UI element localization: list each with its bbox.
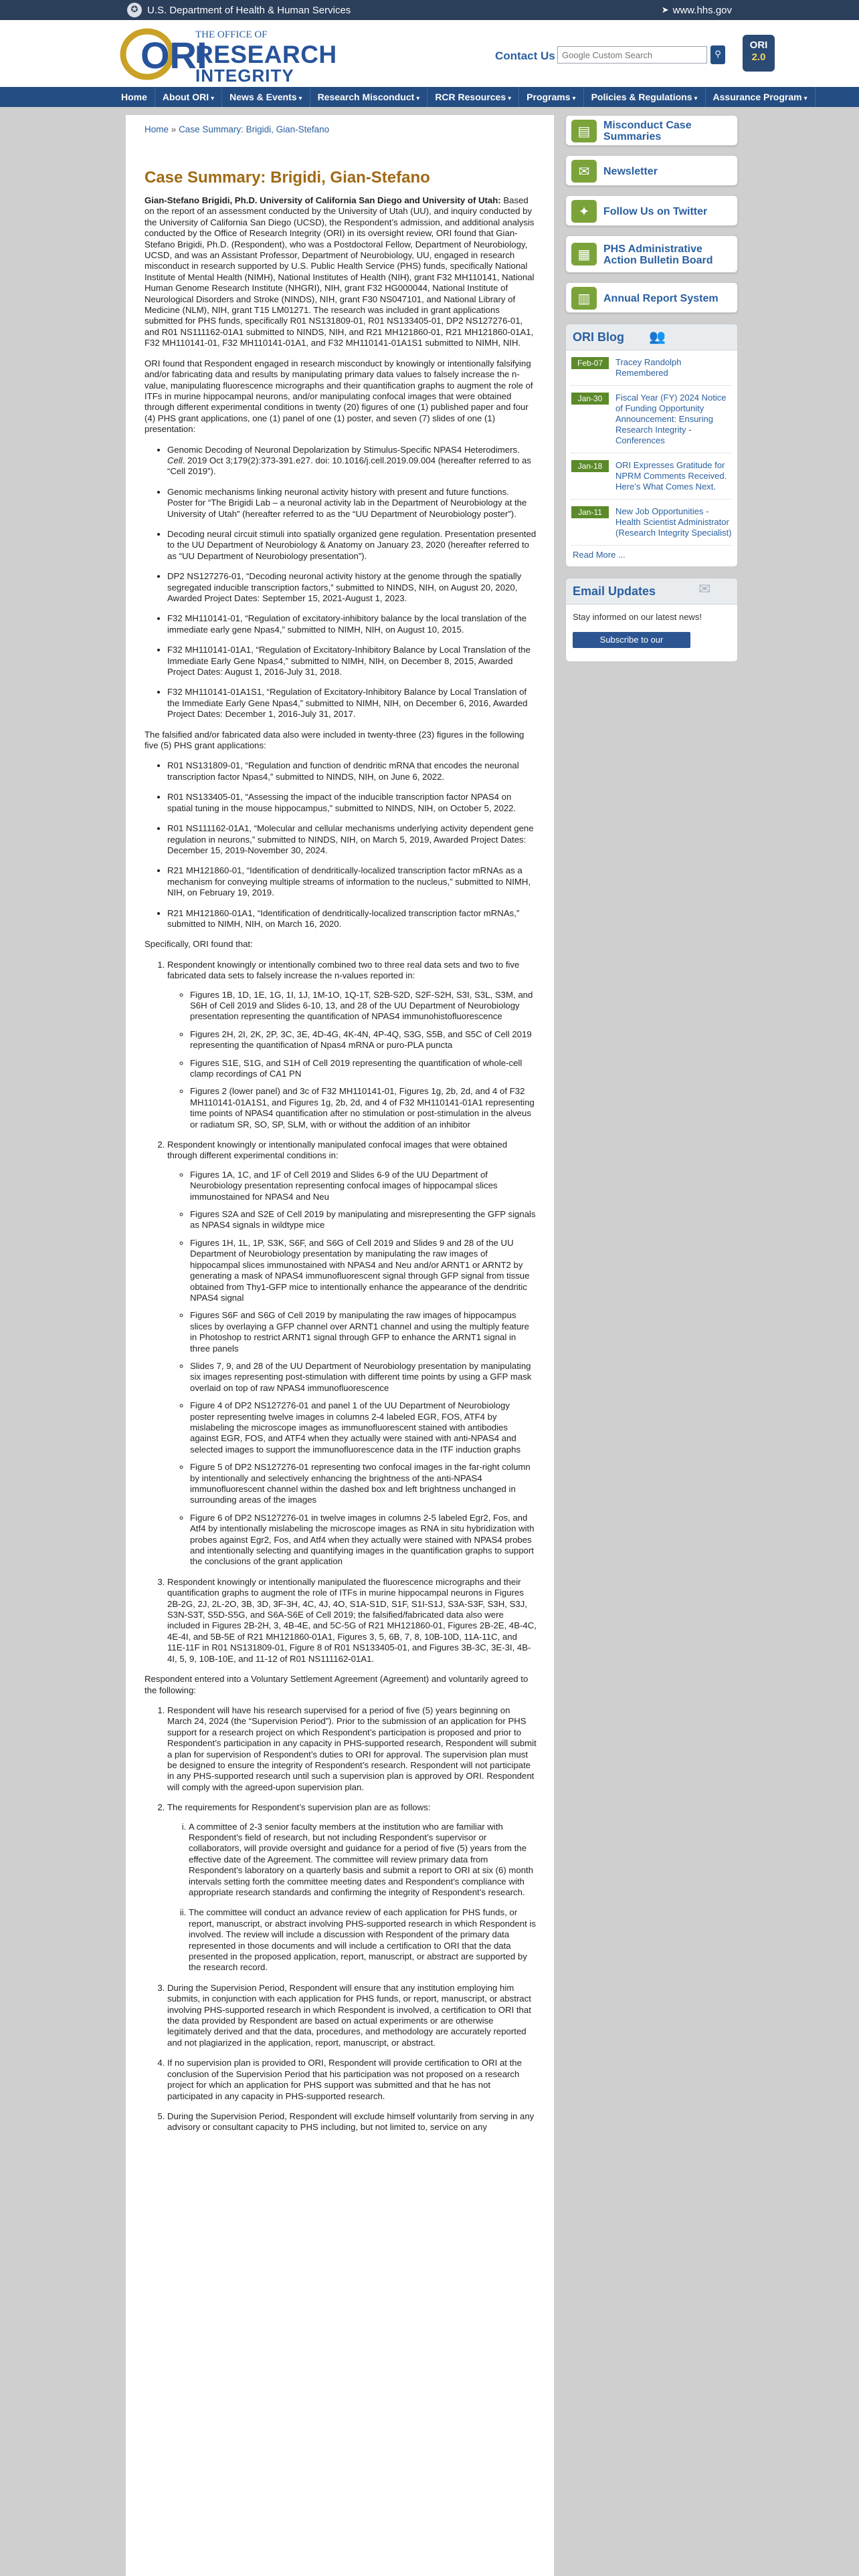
nav-item-label: News & Events [229,92,297,102]
search-input[interactable] [557,46,707,64]
nav-item-programs[interactable] [519,87,583,107]
sidebar-link-follow-us-on-twitter[interactable] [565,195,738,226]
grant-item: • R01 NS131809-01, “Regulation and function of dendritic mRNA that encodes the neuronal transcription factor Npas4,” submitted to NINDS, NIH, on June 6, 2022. [167,760,537,782]
caret-down-icon: ▾ [694,95,698,102]
finding-2-item: ◦ Figures 1A, 1C, and 1F of Cell 2019 and Slides 6-9 of the UU Department of Neurobiology presentation representing confocal images of hippocampal slices immunostained for NPAS4 and Neu [190,1170,537,1202]
caret-down-icon: ▾ [416,95,420,102]
finding-1-items [167,990,537,1130]
breadcrumb-separator: » [171,124,177,134]
finding-2-lead: Respondent knowingly or intentionally manipulated confocal images that were obtained through different experimental conditions in: [167,1140,508,1161]
blog-post [571,506,732,546]
sidebar-link-icon: ▤ [571,120,597,142]
finding-1-item: ◦ Figures 1B, 1D, 1E, 1G, 1I, 1J, 1M-1O, 1Q-1T, S2B-S2D, S2F-S2H, S3I, S3L, S3M, and S6H of Cell 2019 and Slides 6-10, 13, and 28 of the UU Department of Neurobiology presentation representing the quantification of NPAS4 immunohistofluorescence [190,990,537,1023]
finding-2-item: ◦ Figures S2A and S2E of Cell 2019 by manipulating and misrepresenting the GFP signals as NPAS4 signals in wildtype mice [190,1209,537,1231]
breadcrumb-home[interactable]: Home [145,124,169,134]
publication-text: F32 MH110141-01, “Regulation of excitatory-inhibitory balance by the local translation of the immediate early gene Npas4,” submitted to NIMH, NIH, on August 10, 2015. [167,613,527,635]
blog-post [571,393,732,453]
grant-item: • R21 MH121860-01A1, “Identification of dendritically-localized transcription factor mRNAs,” submitted to NIMH, NIH, on March 16, 2020. [167,908,537,930]
sidebar-link-label: Misconduct Case Summaries [603,120,692,142]
finding-2-item: ◦ Slides 7, 9, and 28 of the UU Department of Neurobiology presentation by manipulating six images representing post-stimulation with different time points by using a GFP mask overlaid on top of raw NPAS4 immunofluorescence [190,1361,537,1394]
hhs-site-label: www.hhs.gov [672,4,732,16]
publication-text: Genomic mechanisms linking neuronal activity history with present and future functions. Poster for “The Brigidi Lab – a neuronal activity lab in the Department of Neurobiology at the University of Utah” (hereafter referred to as the “UU Department of Neurobiology poster”). [167,486,527,519]
sidebar-link-misconduct-case-summaries[interactable] [565,115,738,146]
sidebar-link-label: Newsletter [603,165,658,177]
finding-1-item: ◦ Figures 2H, 2I, 2K, 2P, 3C, 3E, 4D-4G, 4K-4N, 4P-4Q, S3G, S5B, and S5C of Cell 2019 representing the quantification of Npas4 mRNA or puro-PLA puncta [190,1029,537,1051]
findings-list [145,960,537,1665]
finding-1-lead: Respondent knowingly or intentionally combined two to three real data sets and two to five fabricated data sets to falsely increase the n-values reported in: [167,959,520,981]
blog-post-date: Jan-30 [571,393,609,405]
blog-header [566,324,737,350]
publication-text: Genomic Decoding of Neuronal Depolarization by Stimulus-Specific NPAS4 Heterodimers. [167,444,520,455]
blog-post-title[interactable]: Tracey Randolph Remembered [615,357,682,378]
nav-item-label: About ORI [162,92,209,102]
nav-item-label: Policies & Regulations [591,92,692,102]
vsa-intro: Respondent entered into a Voluntary Settlement Agreement (Agreement) and voluntarily agreed to the following: [145,1674,529,1695]
nav-item-label: Assurance Program [712,92,802,102]
breadcrumb-current[interactable]: Case Summary: Brigidi, Gian-Stefano [179,124,330,134]
blog-post-title[interactable]: New Job Opportunities - Health Scientist Administrator (Research Integrity Specialist) [615,506,732,538]
blog-post-title[interactable]: Fiscal Year (FY) 2024 Notice of Funding Opportunity Announcement: Ensuring Research Integrity - Conferences [615,393,727,445]
nav-item-label: Home [121,92,147,102]
nav-item-policies-regulations[interactable] [584,87,706,107]
nav-item-news-events[interactable] [222,87,310,107]
nav-item-label: RCR Resources [435,92,506,102]
publication-citation: . 2019 Oct 3;179(2):373-391.e27. doi: 10.1016/j.cell.2019.09.004 (hereafter referred to as “Cell 2019”). [167,455,531,477]
vsa-list [145,1705,537,2133]
ori-logo-mark [115,24,207,84]
ori-badge-version: 2.0 [751,51,766,63]
ori-2-0-badge[interactable] [743,35,775,72]
vsa-item-2-sublist [167,1822,537,1973]
publication-journal: Cell [167,455,183,465]
publication-item [167,613,537,635]
caret-down-icon: ▾ [803,95,807,102]
sidebar-link-phs-administrative-action-bulletin-board[interactable] [565,235,738,273]
caret-down-icon: ▾ [508,95,512,102]
publication-list [145,445,537,720]
email-header [566,578,737,605]
publication-item [167,645,537,677]
specifically-text: Specifically, ORI found that: [145,939,253,950]
publication-text: F32 MH110141-01A1S1, “Regulation of Excitatory-Inhibitory Balance by Local Translation of the Immediate Early Gene Npas4,” submitted to NIMH, NIH, on December 6, 2016, Awarded Project Dates: December 1, 2016-July 31, 2017. [167,687,528,720]
breadcrumb [145,124,329,134]
contact-us-link[interactable]: Contact Us [495,49,555,62]
email-updates-panel [565,578,738,662]
blog-post [571,357,732,386]
intro-paragraph [145,195,537,349]
ori-logo[interactable] [115,24,337,86]
blog-post [571,460,732,500]
sidebar-link-icon: ✉ [571,160,597,183]
sidebar-link-icon: ▥ [571,287,597,310]
publication-item [167,445,537,477]
nav-item-assurance-program[interactable] [706,87,816,107]
blog-post-date: Jan-11 [571,506,609,518]
sidebar-link-annual-report-system[interactable] [565,282,738,313]
people-icon: 👥 [649,328,666,344]
caret-down-icon: ▾ [298,95,302,102]
publication-item [167,529,537,562]
publication-item [167,571,537,604]
sidebar-link-label: PHS Administrative Action Bulletin Board [603,243,713,266]
email-text: Stay informed on our latest news! [573,612,702,622]
vsa-item-1: 1. Respondent will have his research supervised for a period of five (5) years beginning on March 24, 2024 (the “Supervision Period”). Prior to the submission of an application for PHS support for a research project on which Respondent’s participation is proposed and prior to Respondent’s participation in any capacity in PHS-supported research, Respondent will submit a plan for supervision of Respondent’s duties to ORI for approval. The supervision plan must be designed to ensure the integrity of Respondent’s research. Respondent will not participate in any PHS-supported research until such a supervision plan is approved by ORI. Respondent will comply with the agreed-upon supervision plan. [167,1705,537,1793]
finding-2-item: ◦ Figures 1H, 1L, 1P, S3K, S6F, and S6G of Cell 2019 and Slides 9 and 28 of the UU Department of Neurobiology presentation by manipulating the raw images of hippocampal slices immunostained with NPAS4 and Neu and/or ARNT1 or ARNT2 by generating a mask of NPAS4 immunofluorescent signal through GFP signal from tissue obtained from Thy1-GFP mice to intentionally enhance the appearance of the dendritic NPAS4 signal [190,1238,537,1303]
ori-blog-panel [565,324,738,567]
publication-item [167,487,537,520]
main-content [126,115,554,2576]
sidebar-link-newsletter[interactable] [565,155,738,186]
logo-letters: ORI [140,34,207,76]
logo-line1: THE OFFICE OF [195,29,268,40]
page-title: Case Summary: Brigidi, Gian-Stefano [145,169,430,187]
arrow-right-icon: ➤ [661,5,669,15]
search-button[interactable] [710,45,725,64]
caret-down-icon: ▾ [572,95,576,102]
blog-post-date: Jan-18 [571,460,609,472]
vsa-item-2-i: i. A committee of 2-3 senior faculty members at the institution who are familiar with Respondent’s field of research, but not including Respondent’s supervisor or collaborators, will provide oversight and guidance for a period of five (5) years from the effective date of the Agreement. The committee will review primary data from Respondent’s laboratory on a quarterly basis and submit a report to ORI at six (6) month intervals setting forth the committee meeting dates and Respondent’s compliance with appropriate research standards and confirming the integrity of Respondent’s research. [189,1822,537,1899]
blog-title: ORI Blog [573,330,624,344]
publication-text: Decoding neural circuit stimuli into spatially organized gene regulation. Presentation presented to the UU Department of Neurobiology & Anatomy on January 23, 2020 (hereafter referred to as “UU Department of Neurobiology presentation”). [167,528,537,561]
search-icon: ⚲ [714,49,721,60]
grant-list [145,760,537,930]
finding-2-items [167,1170,537,1568]
publication-text: DP2 NS127276-01, “Decoding neuronal activity history at the genome through the spatially segregated inducible transcription factors,” submitted to NINDS, NIH, on August 20, 2020, Awarded Project Dates: September 15, 2021-August 1, 2023. [167,571,522,603]
logo-line3: INTEGRITY [195,66,294,86]
caret-down-icon: ▾ [211,95,215,102]
nav-item-about-ori[interactable] [155,87,222,107]
hhs-top-bar [0,0,859,20]
grants-intro: The falsified and/or fabricated data also were included in twenty-three (23) figures in the following five (5) PHS grant applications: [145,729,524,751]
finding-2-item: ◦ Figure 6 of DP2 NS127276-01 in twelve images in columns 2-5 labeled Egr2, Fos, and Atf4 by intentionally mislabeling the microscope images as RNA in situ hybridization with probes against Egr2, Fos, and Atf4 when they actually were stained with NPAS4 probes and intentionally selecting and quantifying images in the quantification graphs to support the conclusions of the grant application [190,1513,537,1568]
grant-item: • R01 NS111162-01A1, “Molecular and cellular mechanisms underlying activity dependent gene regulation in neurons,” submitted to NINDS, NIH, on March 5, 2019, Awarded Project Dates: December 15, 2019-November 30, 2024. [167,823,537,856]
blog-post-date: Feb-07 [571,357,609,369]
nav-item-home[interactable] [114,87,155,107]
read-more-link[interactable]: Read More ... [573,550,626,560]
hhs-link[interactable] [127,0,351,20]
blog-post-title[interactable]: ORI Expresses Gratitude for NPRM Comments Received. Here’s What Comes Next. [615,460,727,492]
vsa-item-2 [167,1802,537,1973]
intro-text: Based on the report of an assessment conducted by the University of Utah (UU), and inquiry conducted by the University of California San Diego (UCSD), the Respondent’s admission, and additional analysis conducted by the Office of Research Integrity (ORI) in its oversight review, ORI found that Gian-Stefano Brigidi, Ph.D. (Respondent), who was a Postdoctoral Fellow, Department of Neurobiology, UCSD, and was an Assistant Professor, Department of Neurobiology, UU, engaged in research misconduct in research supported by U.S. Public Health Service (PHS) funds, specifically National Institute of Mental Health (NIMH), National Institutes of Health (NIH), grant F32 MH110141, National Human Genome Research Institute (NHGRI), NIH, grant F32 HG000044, National Institute of Neurological Disorders and Stroke (NINDS), NIH, grant F30 NS047101, and National Library of Medicine (NLM), NIH, grant T15 LM01271. The research was included in grant applications submitted for PHS funds, specifically R01 NS131809-01, R01 NS133405-01, DP2 NS127276-01, and R01 NS111162-01A1 submitted to NINDS, NIH, and R21 MH121860-01, R21 MH121860-01A1, F32 MH110141-01, F32 MH110141-01A1, and F32 MH110141-01A1S1 submitted to NIMH, NIH. [145,195,535,348]
finding-1-item: ◦ Figures 2 (lower panel) and 3c of F32 MH110141-01, Figures 1g, 2b, 2d, and 4 of F32 MH110141-01A1S1, and Figures 1g, 2b, 2d, and 4 of F32 MH110141-01A1 representing time points of NPAS4 quantification after no stimulation or post-stimulation in the alveus or radiatum SR, SO, SP, SLM, with or without the addition of an inhibitor [190,1086,537,1130]
findings-intro: ORI found that Respondent engaged in research misconduct by knowingly or intentionally falsifying and/or fabricating data and results by manipulating primary data values to falsely increase the n-value, manipulating fluorescence micrographs and their quantification graphs to augment the role of ITFs in murine hippocampal neurons, and/or manipulating confocal images that were obtained through different experimental conditions in twenty (20) figures of one (1) published paper and four (4) PHS grant applications, one (1) panel of one (1) poster, and seven (7) slides of one (1) presentation: [145,358,533,435]
subscribe-button[interactable]: Subscribe to our [573,632,690,648]
nav-item-label: Research Misconduct [317,92,415,102]
ori-badge-top: ORI [749,39,768,51]
finding-1 [167,960,537,1130]
vsa-item-2-lead: The requirements for Respondent’s supervision plan are as follows: [167,1802,431,1813]
vsa-item-2-ii: ii. The committee will conduct an advance review of each application for PHS funds, or report, manuscript, or abstract involving PHS-supported research in which Respondent is involved. The review will include a discussion with Respondent of the primary data represented in those documents and will include a certification to ORI that the data presented in the proposed application, report, manuscript, or abstract are supported by the research record. [189,1907,537,1973]
sidebar-link-icon: ▦ [571,243,597,265]
publication-item [167,687,537,720]
vsa-item-5: 5. During the Supervision Period, Respondent will exclude himself voluntarily from serving in any advisory or consultant capacity to PHS including, but not limited to, service on any [167,2111,537,2133]
finding-2-item: ◦ Figures S6F and S6G of Cell 2019 by manipulating the raw images of hippocampus slices by overlaying a GFP channel over ARNT1 channel and using the multiply feature in Photoshop to restrict ARNT1 signal through GFP to enhance the ARNT1 signal in three panels [190,1310,537,1354]
hhs-dept-label: U.S. Department of Health & Human Services [147,4,351,16]
email-title: Email Updates [573,584,656,598]
sidebar-link-icon: ✦ [571,200,597,223]
finding-2 [167,1140,537,1568]
vsa-item-4: 4. If no supervision plan is provided to ORI, Respondent will provide certification to ORI at the conclusion of the Supervision Period that his participation was not proposed on a research project for which an application for PHS support was submitted and that he has not participated in any capacity in PHS-supported research. [167,2058,537,2102]
nav-item-research-misconduct[interactable] [310,87,428,107]
grant-item: • R01 NS133405-01, “Assessing the impact of the inducible transcription factor NPAS4 on spatial tuning in the mouse hippocampus,” submitted to NINDS, NIH, on October 5, 2022. [167,792,537,814]
intro-lead: Gian-Stefano Brigidi, Ph.D. University of California San Diego and University of Utah: [145,195,501,205]
logo-line2: RESEARCH [195,41,337,68]
finding-2-item: ◦ Figure 4 of DP2 NS127276-01 and panel 1 of the UU Department of Neurobiology poster representing twelve images in columns 2-4 labeled EGR, FOS, ATF4 by mislabeling the microscope images as immunofluorescent stained with antibodies against EGR, FOS, and ATF4 when they actually were stained with anti-NPAS4 and selected images to support the immunofluorescence data in the ITF induction graphs [190,1400,537,1455]
case-summary-body [145,195,537,2143]
nav-item-label: Programs [527,92,571,102]
nav-item-rcr-resources[interactable] [427,87,519,107]
finding-1-item: ◦ Figures S1E, S1G, and S1H of Cell 2019 representing the quantification of whole-cell clamp recordings of CA1 PN [190,1058,537,1080]
envelope-icon: ✉ [698,581,711,598]
sidebar-link-label: Annual Report System [603,292,719,304]
hhs-site-link[interactable] [662,0,732,20]
main-nav [0,87,859,107]
hhs-eagle-icon: ✪ [127,3,142,17]
finding-3: 3. Respondent knowingly or intentionally manipulated the fluorescence micrographs and their quantification graphs to augment the role of ITFs in murine hippocampal neurons in Figures 2B-2G, 2J, 2L-2O, 3B, 3D, 3F-3H, 4C, 4J, 4O, S1A-S1D, S1F, S1I-S1J, S3A-S3F, S3H, S3J, S3N-S3T, S5D-S5G, and S6A-S6E of Cell 2019; the falsified/fabricated data also were included in Figures 2B-2H, 3, 4B-4E, and 5C-5G of R21 MH121860-01, Figures 2B-2E, 4B-4C, 4E-4I, and 5B-5E of R21 MH121860-01A1, Figures 3, 5, 6B, 7, 8, 10B-10D, 11A-11C, and 11E-11F in R01 NS131809-01, Figure 8 of R01 NS133405-01, and Figures 3B-3C, 3E-3I, 4B-4I, 5, 9, 10B-10E, and 11-12 of R01 NS111162-01A1. [167,1577,537,1665]
sidebar [565,115,738,662]
site-header [0,20,859,87]
grant-item: • R21 MH121860-01, “Identification of dendritically-localized transcription factor mRNAs as a mechanism for conveying multiple streams of information to the nucleus,” submitted to NIMH, NIH, on February 19, 2019. [167,865,537,898]
sidebar-link-label: Follow Us on Twitter [603,205,708,217]
publication-text: F32 MH110141-01A1, “Regulation of Excitatory-Inhibitory Balance by Local Translation of the Immediate Early Gene Npas4,” submitted to NIMH, NIH, on December 8, 2015, Awarded Project Dates: August 1, 2016-July 31, 2018. [167,645,531,677]
vsa-item-3: 3. During the Supervision Period, Respondent will ensure that any institution employing him submits, in conjunction with each application for PHS funds, or report, manuscript, or abstract involving PHS-supported research in which Respondent is involved, a certification to ORI that the data provided by Respondent are based on actual experiments or are otherwise legitimately derived and that the data, procedures, and methodology are accurately reported and not plagiarized in the application, report, manuscript, or abstract. [167,1983,537,2048]
finding-2-item: ◦ Figure 5 of DP2 NS127276-01 representing two confocal images in the far-right column by intentionally and selectively enhancing the brightness of the anti-NPAS4 immunofluorescent channel within the dashed box and left brightness unchanged in surrounding areas of the images [190,1462,537,1506]
